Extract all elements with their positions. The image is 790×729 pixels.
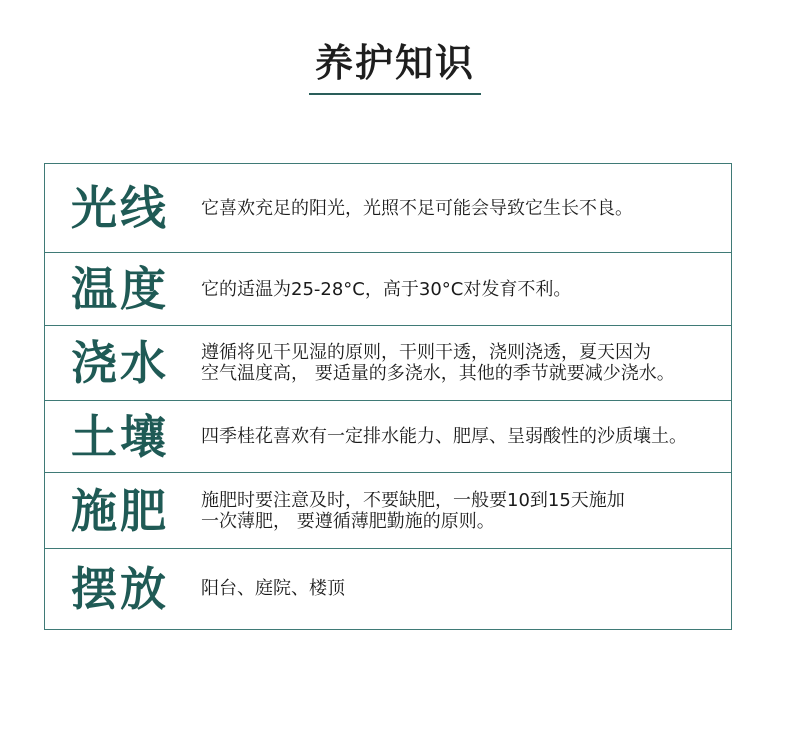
row-label-fertilizing: 施肥: [71, 483, 169, 538]
row-label-temperature: 温度: [71, 262, 169, 316]
page-title-text: 养护知识: [309, 28, 481, 95]
row-label-soil: 土壤: [71, 409, 169, 464]
row-light: [45, 164, 731, 253]
row-text-light: 它喜欢充足的阳光，光照不足可能会导致它生长不良。: [201, 197, 633, 219]
row-watering: [45, 326, 731, 401]
row-label-light: 光线: [71, 181, 169, 235]
row-label-placement: 摆放: [71, 561, 169, 616]
row-text-soil: 四季桂花喜欢有一定排水能力、肥厚、呈弱酸性的沙质壤土。: [201, 426, 687, 447]
row-text-fertilizing: 施肥时要注意及时，不要缺肥，一般要10到15天施加 一次薄肥， 要遵循薄肥勤施的原则。: [201, 489, 625, 532]
page-title: [0, 28, 790, 95]
row-placement: [45, 549, 731, 628]
row-text-placement: 阳台、庭院、楼顶: [201, 578, 345, 599]
row-temperature: [45, 253, 731, 326]
row-soil: [45, 401, 731, 473]
row-text-watering: 遵循将见干见湿的原则，干则干透，浇则浇透，夏天因为 空气温度高， 要适量的多浇水，其他的季节就要减少浇水。: [201, 342, 675, 384]
row-fertilizing: [45, 473, 731, 549]
care-table: [44, 163, 732, 630]
row-label-watering: 浇水: [71, 336, 169, 390]
row-text-temperature: 它的适温为25-28°C，高于30°C对发育不利。: [201, 278, 572, 300]
